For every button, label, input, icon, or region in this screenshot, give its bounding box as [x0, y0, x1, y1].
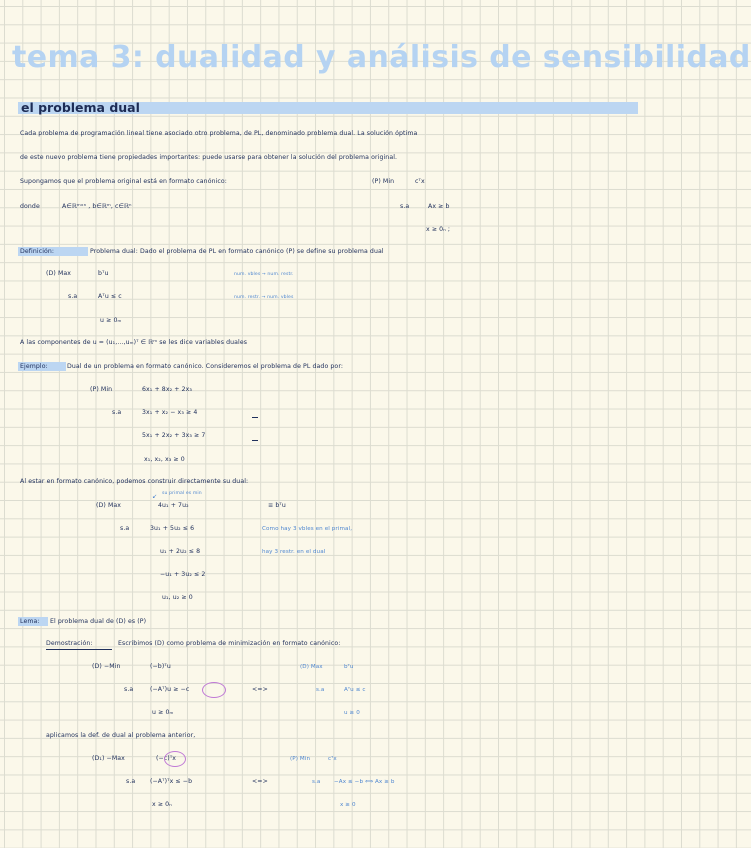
primal-constraint-1: Ax ≥ b	[428, 203, 450, 210]
lemma-f-constraint-2: x ≥ 0	[340, 802, 356, 808]
section-heading: el problema dual	[21, 100, 140, 115]
example-primal-row-3: x₁, x₂, x₃ ≥ 0	[144, 456, 185, 463]
lemma-label: Lema:	[20, 618, 40, 625]
dual-constraint-2: u ≥ 0ₘ	[100, 317, 122, 324]
example-primal-row-1: 3x₁ + x₂ − x₃ ≥ 4	[142, 409, 198, 416]
example-dual-row-3: −u₁ + 3u₂ ≤ 2	[160, 571, 206, 578]
intro-line-1: Cada problema de programación lineal tiene asociado otro problema, de PL, denominado problema dual. La solución óptima	[20, 130, 418, 137]
lemma-arrow: <=>	[252, 778, 268, 785]
lemma-apply-text: aplicamos la def. de dual al problema anterior,	[46, 732, 196, 739]
example-dual-objective: 4u₁ + 7u₂	[158, 502, 189, 509]
lemma-b-constraint-1: Aᵀu ≤ c	[344, 687, 366, 693]
example-dual-st: s.a	[120, 525, 130, 532]
rhs-underline-1	[252, 417, 258, 418]
lemma-e-constraint-2: x ≥ 0ₙ	[152, 801, 172, 808]
example-primal-note: su primal es min	[162, 491, 202, 496]
circle-mark	[202, 682, 226, 698]
intro-line-2: de este nuevo problema tiene propiedades importantes: puede usarse para obtener la solución del problema original.	[20, 154, 398, 161]
lemma-b-constraint-2: u ≥ 0	[344, 710, 360, 716]
demo-text: Escribimos (D) como problema de minimización en formato canónico:	[118, 640, 341, 647]
demo-label: Demostración:	[46, 640, 93, 647]
dual-st: s.a	[68, 293, 78, 300]
dual-objective: bᵀu	[98, 270, 109, 277]
lemma-f-label: (P) Min	[290, 756, 311, 762]
example-dual-compact: ≡ bᵀu	[268, 502, 286, 509]
lemma-e-objective: (−c)ᵀx	[156, 755, 177, 762]
example-dual-row-4: u₁, u₂ ≥ 0	[162, 594, 193, 601]
primal-label: (P) Min	[372, 178, 395, 185]
example-text: Dual de un problema en formato canónico. Consideremos el problema de PL dado por:	[67, 363, 344, 370]
example-primal-st: s.a	[112, 409, 122, 416]
dual-label: (D) Max	[46, 270, 72, 277]
example-comment-1: Como hay 3 vbles en el primal,	[262, 526, 353, 532]
primal-st: s.a	[400, 203, 410, 210]
primal-constraint-2: x ≥ 0ₙ ;	[426, 226, 451, 233]
donde-sets: A∈ℝᵐˣⁿ , b∈ℝᵐ, c∈ℝⁿ	[62, 203, 132, 210]
example-primal-label: (P) Min	[90, 386, 113, 393]
lemma-e-label: (D₁) −Max	[92, 755, 125, 762]
lemma-e-constraint-1: (−Aᵀ)ᵀx ≤ −b	[150, 778, 193, 785]
example-label: Ejemplo:	[20, 363, 48, 370]
page-title: tema 3: dualidad y análisis de sensibilidad	[12, 40, 751, 75]
example-primal-row-2: 5x₁ + 2x₂ + 3x₃ ≥ 7	[142, 432, 206, 439]
example-dual-row-2: u₁ + 2u₂ ≤ 8	[160, 548, 201, 555]
example-comment-2: hay 3 restr. en el dual	[262, 549, 326, 555]
definition-note-1: num. vbles → num. restr.	[234, 272, 294, 277]
definition-text: Problema dual: Dado el problema de PL en formato canónico (P) se define su problema dual	[90, 248, 384, 255]
primal-objective: cᵀx	[415, 178, 425, 185]
definition-label: Definición:	[20, 248, 55, 255]
lemma-f-objective: cᵀx	[328, 756, 337, 762]
lemma-a-label: (D) −Min	[92, 663, 121, 670]
definition-note-2: num. restr. → num. vbles	[234, 295, 294, 300]
lemma-a-objective: (−b)ᵀu	[150, 663, 171, 670]
dual-variables-text: A las componentes de u = (u₁,...,uₘ)ᵀ ∈ ℝᵐ se les dice variables duales	[20, 339, 248, 346]
intro-line-3: Supongamos que el problema original está en formato canónico:	[20, 178, 227, 185]
rhs-underline-2	[252, 440, 258, 441]
donde-label: donde	[20, 203, 40, 210]
example-dual-label: (D) Max	[96, 502, 122, 509]
example-after-text: Al estar en formato canónico, podemos construir directamente su dual:	[20, 478, 249, 485]
lemma-f-constraint-1: −Ax ≤ −b ⟺ Ax ≥ b	[334, 779, 395, 785]
circle-mark-2	[164, 751, 186, 767]
lemma-b-st: s.a	[316, 687, 325, 693]
lemma-b-objective: bᵀu	[344, 664, 354, 670]
example-dual-row-1: 3u₁ + 5u₂ ≤ 6	[150, 525, 195, 532]
lemma-f-st: s.a	[312, 779, 321, 785]
lemma-a-constraint-1: (−Aᵀ)u ≥ −c	[150, 686, 190, 693]
lemma-a-st: s.a	[124, 686, 134, 693]
dual-constraint-1: Aᵀu ≤ c	[98, 293, 122, 300]
demo-underline	[46, 649, 112, 650]
example-primal-objective: 6x₁ + 8x₂ + 2x₃	[142, 386, 192, 393]
lemma-text: El problema dual de (D) es (P)	[50, 618, 147, 625]
lemma-a-constraint-2: u ≥ 0ₘ	[152, 709, 174, 716]
lemma-e-st: s.a	[126, 778, 136, 785]
arrow-icon: ↙	[152, 493, 158, 500]
lemma-b-label: (D) Max	[300, 664, 323, 670]
lemma-equivalence: <=>	[252, 686, 268, 693]
